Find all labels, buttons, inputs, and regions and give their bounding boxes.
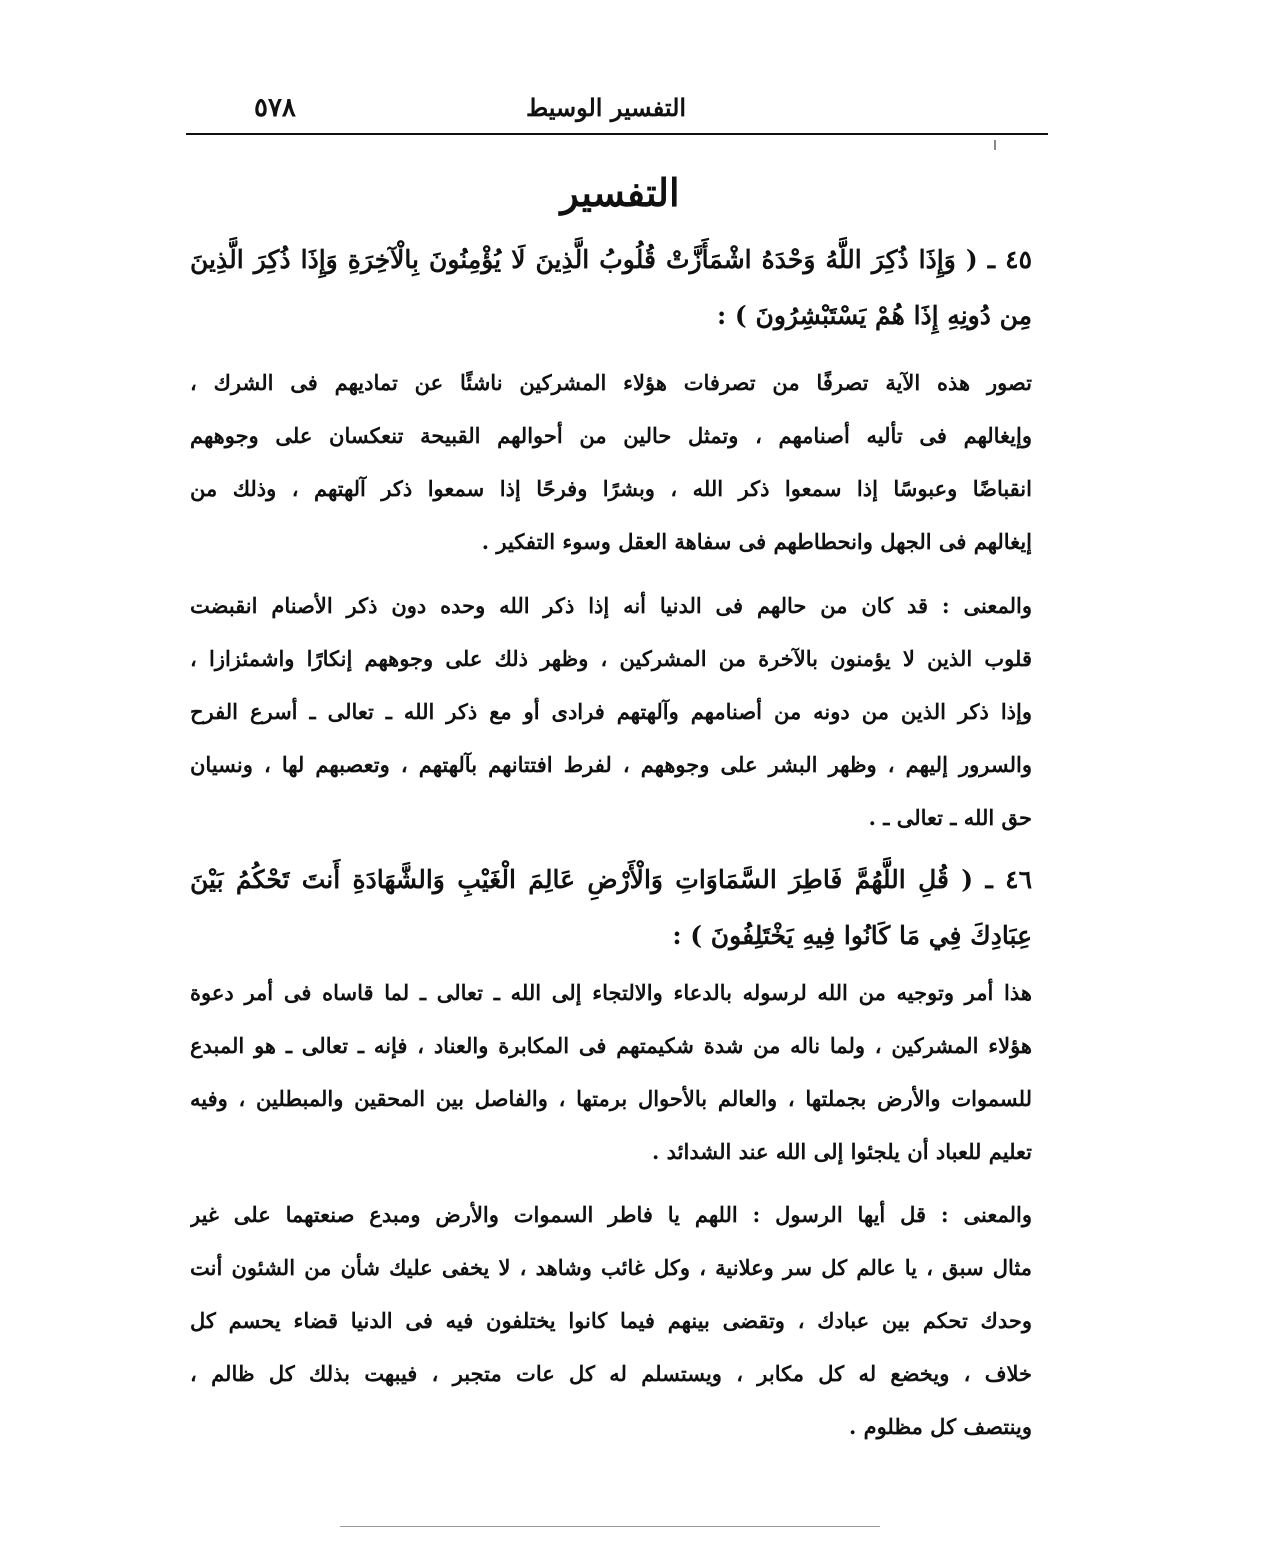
- verse-line: ٤٥ ـ ( وَإِذَا ذُكِرَ اللَّهُ وَحْدَهُ اشْمَأَزَّتْ قُلُوبُ الَّذِينَ لَا يُؤْمِنُونَ بِالْآخِرَةِ وَإِذَا ذُكِرَ الَّذِينَ: [190, 245, 1032, 274]
- bottom-rule: [340, 1526, 880, 1527]
- text-line: هؤلاء المشركين ، ولما ناله من شدة شكيمتهم فى المكابرة والعناد ، فإنه ـ تعالى ـ هو المبدع: [190, 1033, 1032, 1058]
- text-line: وإذا ذكر الذين من دونه من أصنامهم وآلهتهم فرادى أو مع ذكر الله ـ تعالى ـ أسرع الفرح: [190, 699, 1032, 724]
- text-line: تصور هذه الآية تصرفًا من تصرفات هؤلاء المشركين ناشئًا عن تماديهم فى الشرك ،: [190, 370, 1032, 395]
- section-title: التفسير: [560, 170, 680, 215]
- verse-line: عِبَادِكَ فِي مَا كَانُوا فِيهِ يَخْتَلِفُونَ ) :: [672, 921, 1032, 950]
- paragraph-4: [190, 1188, 1032, 1453]
- page-number: ٥٧٨: [254, 93, 296, 123]
- paragraph-2: [190, 579, 1032, 844]
- verse-line: مِن دُونِهِ إِذَا هُمْ يَسْتَبْشِرُونَ ) :: [717, 301, 1032, 330]
- text-line: انقباضًا وعبوسًا إذا سمعوا ذكر الله ، وبشرًا وفرحًا إذا سمعوا ذكر آلهتهم ، وذلك من: [190, 476, 1032, 501]
- text-line: خلاف ، ويخضع له كل مكابر ، ويستسلم له كل عات متجبر ، فيبهت بذلك كل ظالم ،: [190, 1361, 1032, 1386]
- running-title: التفسير الوسيط: [525, 93, 687, 122]
- text-line: للسموات والأرض بجملتها ، والعالم بالأحوال برمتها ، والفاصل بين المحقين والمبطلين ، وفيه: [190, 1086, 1032, 1111]
- verse-line: ٤٦ ـ ( قُلِ اللَّهُمَّ فَاطِرَ السَّمَاوَاتِ وَالْأَرْضِ عَالِمَ الْغَيْبِ وَالشَّهَادَةِ أَنتَ تَحْكُمُ بَيْنَ: [190, 865, 1032, 894]
- text-line: وإيغالهم فى تأليه أصنامهم ، وتمثل حالين من أحوالهم القبيحة تنعكسان على وجوههم: [190, 423, 1032, 448]
- verse-46: [190, 852, 1032, 964]
- text-line: قلوب الذين لا يؤمنون بالآخرة من المشركين ، وظهر ذلك على وجوههم إنكارًا واشمئزازا ،: [190, 646, 1032, 671]
- paragraph-1: [190, 356, 1032, 568]
- text-line: تعليم للعباد أن يلجئوا إلى الله عند الشدائد .: [652, 1139, 1032, 1164]
- paragraph-3: [190, 966, 1032, 1178]
- text-line: وحدك تحكم بين عبادك ، وتقضى بينهم فيما كانوا يختلفون فيه فى الدنيا قضاء يحسم كل: [190, 1308, 1032, 1333]
- text-line: إيغالهم فى الجهل وانحطاطهم فى سفاهة العقل وسوء التفكير .: [481, 529, 1032, 554]
- text-line: مثال سبق ، يا عالم كل سر وعلانية ، وكل غائب وشاهد ، لا يخفى عليك شأن من الشئون أنت: [190, 1255, 1032, 1280]
- text-line: والسرور إليهم ، وظهر البشر على وجوههم ، لفرط افتتانهم بآلهتهم ، وتعصبهم لها ، ونسيان: [190, 752, 1032, 777]
- verse-45: [190, 232, 1032, 344]
- text-line: والمعنى : قد كان من حالهم فى الدنيا أنه إذا ذكر الله وحده دون ذكر الأصنام انقبضت: [190, 593, 1032, 618]
- text-line: والمعنى : قل أيها الرسول : اللهم يا فاطر السموات والأرض ومبدع صنعتهما على غير: [190, 1202, 1032, 1227]
- text-line: هذا أمر وتوجيه من الله لرسوله بالدعاء والالتجاء إلى الله ـ تعالى ـ لما قاساه فى أمر دعوة: [190, 980, 1032, 1005]
- scan-mark: [994, 140, 996, 150]
- text-line: وينتصف كل مظلوم .: [848, 1414, 1032, 1439]
- text-line: حق الله ـ تعالى ـ .: [868, 805, 1032, 830]
- page-header: [186, 93, 1048, 135]
